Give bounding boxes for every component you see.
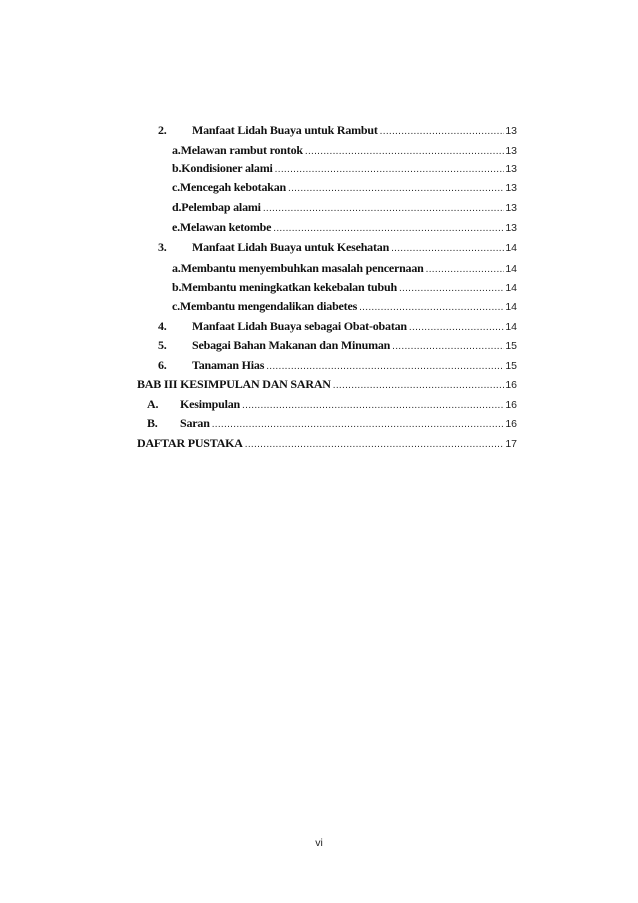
entry-letter: A. (147, 397, 159, 411)
chapter-title: BAB III KESIMPULAN DAN SARAN (137, 377, 331, 391)
entry-number: 4. (158, 319, 167, 333)
toc-entry-section-4 (158, 318, 517, 334)
dot-leader (288, 181, 504, 197)
toc-subentry (172, 279, 517, 295)
dot-leader (391, 241, 504, 257)
entry-page-number: 15 (505, 360, 517, 372)
entry-title: Sebagai Bahan Makanan dan Minuman (192, 338, 391, 352)
dot-leader (392, 339, 504, 355)
toc-subentry (172, 160, 517, 176)
entry-page-number: 14 (505, 321, 517, 333)
entry-number: 3. (158, 240, 167, 254)
entry-page-number: 15 (505, 340, 517, 352)
subentry-title: a.Membantu menyembuhkan masalah pencernaan (172, 261, 424, 275)
toc-entry-section-5 (158, 337, 517, 353)
entry-page-number: 14 (505, 242, 517, 254)
dot-leader (380, 124, 505, 140)
toc-entry-part-a (147, 396, 517, 412)
toc-entry-section-6 (158, 357, 517, 373)
entry-number: 5. (158, 338, 167, 352)
entry-page-number: 13 (505, 125, 517, 137)
entry-page-number: 14 (505, 263, 517, 275)
toc-subentry (172, 219, 517, 235)
subentry-title: b.Kondisioner alami (172, 161, 273, 175)
toc-entry-section-3 (158, 239, 517, 255)
dot-leader (266, 359, 504, 375)
toc-entry-section-2 (158, 122, 517, 138)
entry-title: Tanaman Hias (192, 358, 265, 372)
entry-title: Manfaat Lidah Buaya untuk Rambut (192, 123, 378, 137)
dot-leader (275, 162, 505, 178)
entry-title: Kesimpulan (180, 397, 241, 411)
entry-title: Saran (180, 416, 210, 430)
dot-leader (305, 144, 504, 160)
toc-subentry (172, 199, 517, 215)
toc-bibliography-entry (137, 435, 517, 451)
entry-page-number: 17 (505, 438, 517, 450)
toc-entry-part-b (147, 415, 517, 431)
entry-page-number: 13 (505, 182, 517, 194)
toc-subentry (172, 142, 517, 158)
dot-leader (245, 437, 505, 453)
subentry-title: b.Membantu meningkatkan kekebalan tubuh (172, 280, 397, 294)
subentry-title: c.Membantu mengendalikan diabetes (172, 299, 358, 313)
entry-title: Manfaat Lidah Buaya untuk Kesehatan (192, 240, 390, 254)
entry-page-number: 13 (505, 202, 517, 214)
toc-subentry (172, 179, 517, 195)
subentry-title: d.Pelembap alami (172, 200, 261, 214)
entry-page-number: 13 (505, 163, 517, 175)
dot-leader (242, 398, 504, 414)
entry-page-number: 13 (505, 222, 517, 234)
dot-leader (263, 201, 505, 217)
entry-page-number: 13 (505, 145, 517, 157)
toc-chapter-entry (137, 376, 517, 392)
entry-number: 2. (158, 123, 167, 137)
entry-title: Manfaat Lidah Buaya sebagai Obat-obatan (192, 319, 407, 333)
entry-page-number: 16 (505, 399, 517, 411)
entry-page-number: 14 (505, 301, 517, 313)
subentry-title: a.Melawan rambut rontok (172, 143, 303, 157)
bibliography-title: DAFTAR PUSTAKA (137, 436, 243, 450)
entry-page-number: 16 (505, 418, 517, 430)
dot-leader (212, 417, 505, 433)
entry-number: 6. (158, 358, 167, 372)
subentry-title: c.Mencegah kebotakan (172, 180, 286, 194)
dot-leader (409, 320, 504, 336)
toc-subentry (172, 298, 517, 314)
dot-leader (273, 221, 504, 237)
entry-letter: B. (147, 416, 158, 430)
dot-leader (426, 262, 505, 278)
entry-page-number: 16 (505, 379, 517, 391)
dot-leader (333, 378, 505, 394)
entry-page-number: 14 (505, 282, 517, 294)
subentry-title: e.Melawan ketombe (172, 220, 272, 234)
toc-subentry (172, 260, 517, 276)
page-footer-number: vi (315, 837, 323, 849)
dot-leader (359, 300, 504, 316)
dot-leader (399, 281, 504, 297)
